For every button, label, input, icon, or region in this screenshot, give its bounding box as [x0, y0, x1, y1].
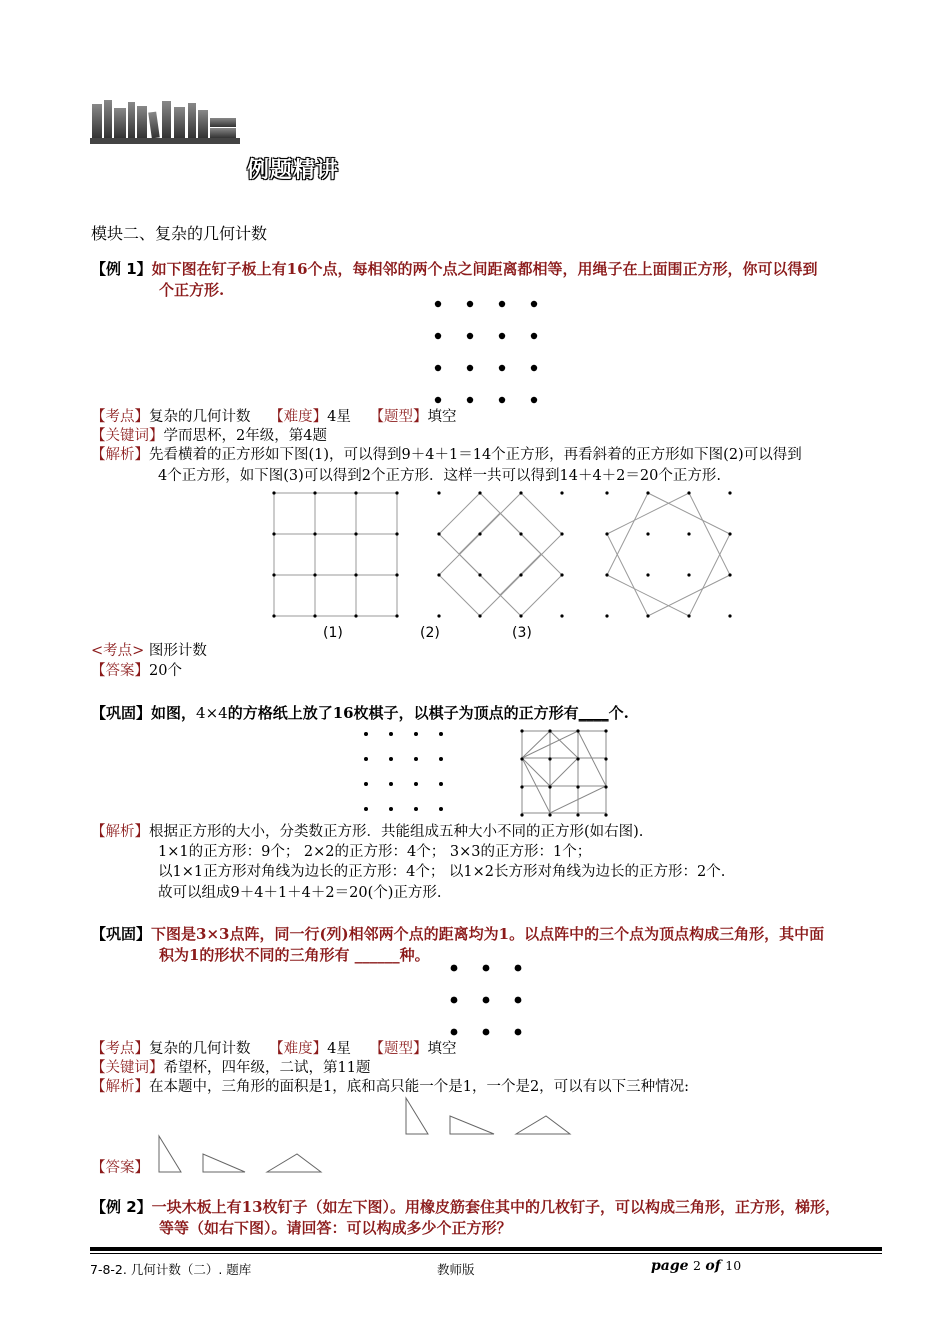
dot — [499, 333, 505, 339]
dot — [389, 782, 393, 786]
dot — [560, 614, 563, 617]
footer-rule — [90, 1247, 882, 1251]
dot — [560, 532, 563, 535]
dot — [605, 532, 608, 535]
dot — [519, 491, 522, 494]
dot — [467, 333, 473, 339]
figure1-grid-squares — [272, 491, 402, 621]
gonggu2-dot-grid — [448, 962, 528, 1038]
figure3-label: (3) — [512, 625, 532, 641]
dot — [478, 491, 481, 494]
dot — [576, 813, 579, 816]
dot — [646, 573, 649, 576]
dot — [435, 365, 441, 371]
gonggu2-answer: 【答案】 — [91, 1160, 149, 1176]
dot — [515, 997, 522, 1004]
books-banner-image — [90, 98, 240, 148]
gonggu1-analysis: 【解析】根据正方形的大小，分类数正方形．共能组成五种大小不同的正方形(如右图). — [91, 824, 644, 840]
dot — [548, 757, 551, 760]
module-title: 模块二、复杂的几何计数 — [91, 224, 268, 243]
dot — [605, 614, 608, 617]
dot — [576, 757, 579, 760]
footer-center: 教师版 — [437, 1262, 475, 1277]
dot — [646, 614, 649, 617]
dot — [435, 301, 441, 307]
dot — [395, 491, 398, 494]
example1-question-line2: 个正方形. — [159, 281, 225, 299]
footer-rule-thin — [90, 1253, 882, 1254]
example1-dot-grid — [430, 298, 540, 402]
figure3-star-squares — [605, 491, 735, 621]
dot — [439, 732, 443, 736]
example1-answer: 【答案】20个 — [91, 663, 182, 679]
gonggu2-answer-triangles — [157, 1134, 325, 1176]
dot — [313, 491, 316, 494]
dot — [389, 732, 393, 736]
example1-keyword: 【关键词】学而思杯，2年级，第4题 — [91, 428, 327, 444]
dot — [354, 573, 357, 576]
dot — [728, 573, 731, 576]
dot — [520, 729, 523, 732]
gonggu1-question: 【巩固】如图，4×4的方格纸上放了16枚棋子，以棋子为顶点的正方形有____个. — [91, 704, 629, 722]
dot — [467, 365, 473, 371]
dot — [531, 365, 537, 371]
dot — [576, 729, 579, 732]
dot — [519, 614, 522, 617]
dot — [364, 732, 368, 736]
dot — [272, 573, 275, 576]
figure2-label: (2) — [420, 625, 440, 641]
gonggu1-analysis-line3: 以1×1正方形对角线为边长的正方形：4个； 以1×2长方形对角线为边长的正方形：2个. — [158, 864, 726, 880]
dot — [272, 614, 275, 617]
dot — [395, 614, 398, 617]
gonggu1-analysis-line2: 1×1的正方形：9个； 2×2的正方形：4个； 3×3的正方形：1个； — [158, 844, 592, 860]
dot — [499, 301, 505, 307]
dot — [467, 301, 473, 307]
footer-left: 7-8-2. 几何计数（二）. 题库 — [90, 1262, 252, 1277]
dot — [414, 782, 418, 786]
dot — [354, 532, 357, 535]
example2-question: 【例 2】一块木板上有13枚钉子（如左下图）。用橡皮筋套住其中的几枚钉子，可以构成三角形，正方形，梯形， 等等（如右下图）。请回答：可以构成多少个正方形？ — [91, 1198, 841, 1237]
dot — [483, 997, 490, 1004]
dot — [313, 532, 316, 535]
dot — [395, 532, 398, 535]
dot — [520, 757, 523, 760]
dot — [483, 965, 490, 972]
gonggu2-question: 【巩固】下图是3×3点阵，同一行(列)相邻两个点的距离均为1。以点阵中的三个点为顶点构成三角形，其中面 积为1的形状不同的三角形有 ______种。 — [91, 925, 825, 964]
dot — [548, 813, 551, 816]
dot — [414, 732, 418, 736]
dot — [437, 573, 440, 576]
gonggu1-squares-figure — [520, 729, 612, 817]
dot — [560, 573, 563, 576]
dot — [548, 729, 551, 732]
section-title: 例题精讲 — [247, 158, 340, 183]
dot — [605, 573, 608, 576]
dot — [395, 573, 398, 576]
dot — [313, 614, 316, 617]
dot — [519, 573, 522, 576]
dot — [604, 757, 607, 760]
dot — [467, 397, 473, 403]
dot — [437, 532, 440, 535]
dot — [451, 1029, 458, 1036]
dot — [439, 757, 443, 761]
dot — [646, 491, 649, 494]
dot — [520, 813, 523, 816]
dot — [499, 397, 505, 403]
dot — [483, 1029, 490, 1036]
dot — [313, 573, 316, 576]
gonggu2-analysis: 【解析】在本题中，三角形的面积是1，底和高只能一个是1，一个是2，可以有以下三种情况: — [91, 1079, 690, 1095]
gonggu2-keyword: 【关键词】希望杯，四年级，二试，第11题 — [91, 1060, 371, 1076]
gonggu1-dot-grid — [362, 730, 442, 816]
dot — [414, 757, 418, 761]
dot — [687, 573, 690, 576]
dot — [439, 782, 443, 786]
dot — [364, 757, 368, 761]
dot — [728, 614, 731, 617]
gonggu1-analysis-line4: 故可以组成9＋4＋1＋4＋2＝20(个)正方形. — [158, 885, 442, 901]
dot — [478, 614, 481, 617]
dot — [519, 532, 522, 535]
dot — [451, 997, 458, 1004]
dot — [354, 491, 357, 494]
dot — [364, 782, 368, 786]
dot — [354, 614, 357, 617]
example1-analysis-line2: 4个正方形，如下图(3)可以得到2个正方形．这样一共可以得到14＋4＋2＝20个正方形. — [158, 468, 721, 484]
dot — [389, 807, 393, 811]
example1-label: 【例 1】 — [91, 260, 152, 278]
dot — [435, 333, 441, 339]
dot — [520, 785, 523, 788]
dot — [364, 807, 368, 811]
dot — [499, 365, 505, 371]
dot — [687, 491, 690, 494]
footer-page: page 2 of 10 — [651, 1258, 742, 1274]
dot — [478, 573, 481, 576]
dot — [728, 532, 731, 535]
dot — [272, 491, 275, 494]
dot — [604, 813, 607, 816]
dot — [389, 757, 393, 761]
dot — [437, 614, 440, 617]
example1-question-line1: 如下图在钉子板上有16个点，每相邻的两个点之间距离都相等，用绳子在上面围正方形，你可以得到 — [151, 260, 818, 278]
dot — [515, 1029, 522, 1036]
dot — [478, 532, 481, 535]
gonggu2-meta: 【考点】复杂的几何计数 【难度】4星 【题型】填空 — [91, 1041, 457, 1057]
dot — [728, 491, 731, 494]
dot — [646, 532, 649, 535]
dot — [435, 397, 441, 403]
dot — [687, 614, 690, 617]
figure1-label: (1) — [323, 625, 343, 641]
example1-kaodian2: <考点> 图形计数 — [91, 643, 207, 659]
dot — [560, 491, 563, 494]
dot — [437, 491, 440, 494]
figure2-tilted-squares — [437, 491, 567, 621]
dot — [439, 807, 443, 811]
dot — [548, 785, 551, 788]
dot — [531, 333, 537, 339]
dot — [414, 807, 418, 811]
dot — [687, 532, 690, 535]
gonggu2-analysis-triangles — [404, 1096, 576, 1138]
dot — [576, 785, 579, 788]
dot — [451, 965, 458, 972]
dot — [272, 532, 275, 535]
dot — [531, 301, 537, 307]
example1-question — [91, 259, 891, 301]
dot — [531, 397, 537, 403]
dot — [604, 729, 607, 732]
dot — [604, 785, 607, 788]
example1-meta: 【考点】复杂的几何计数 【难度】4星 【题型】填空 — [91, 409, 457, 425]
dot — [605, 491, 608, 494]
dot — [515, 965, 522, 972]
example1-analysis: 【解析】先看横着的正方形如下图(1)，可以得到9＋4＋1＝14个正方形，再看斜着的正方形如下图(2)可以得到 — [91, 447, 802, 463]
